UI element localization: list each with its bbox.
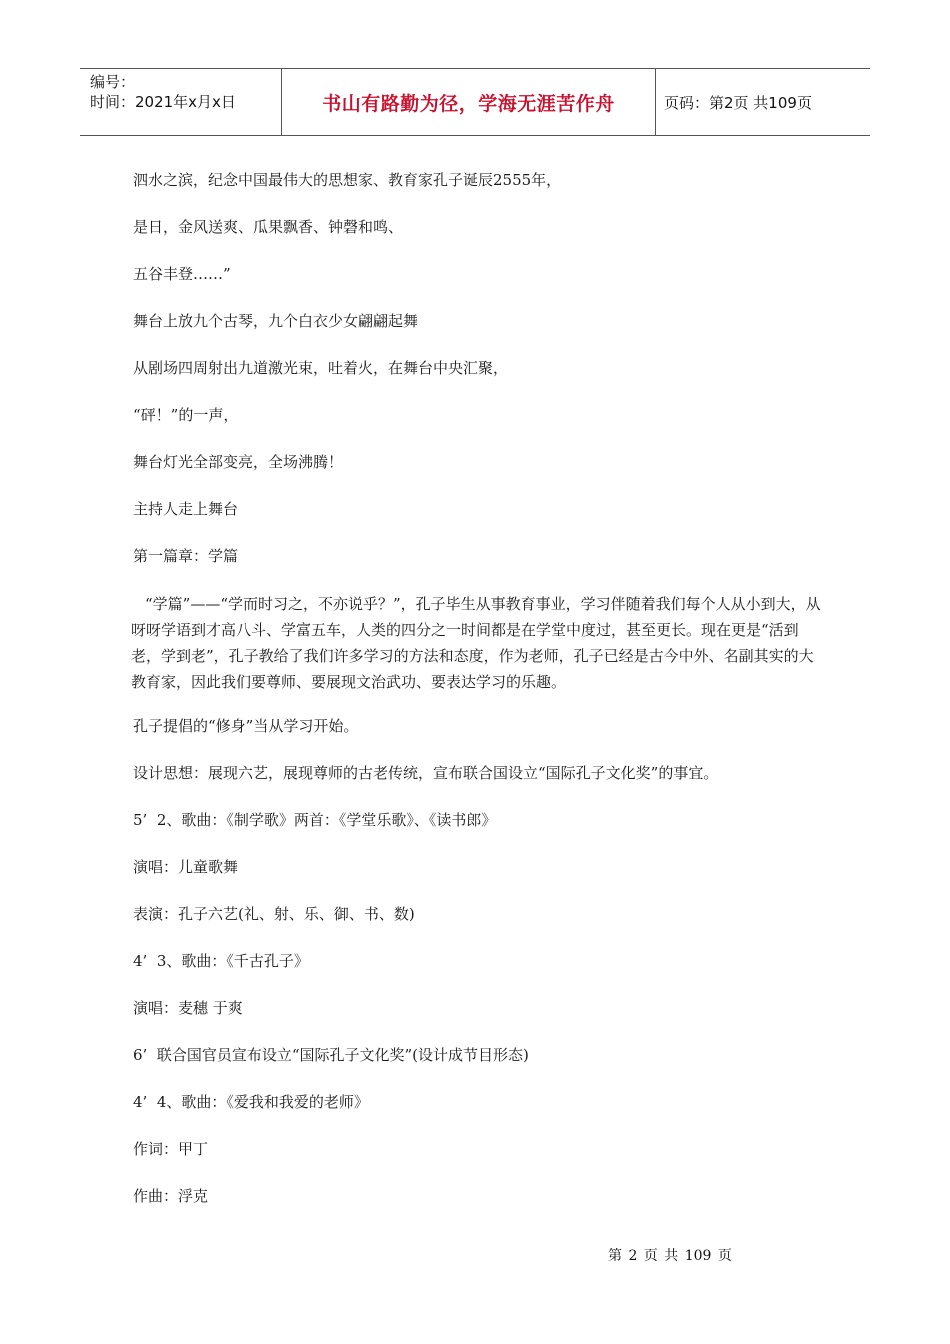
- paragraph: 主持人走上舞台: [133, 500, 239, 518]
- paragraph: 五谷丰登……”: [133, 265, 231, 283]
- footer-page-number: 第 2 页 共 109 页: [608, 1248, 732, 1264]
- header-page-info: 页码：第2页 共109页: [664, 93, 812, 112]
- paragraph: “砰！”的一声，: [133, 406, 239, 424]
- paragraph: 设计思想：展现六艺，展现尊师的古老传统，宣布联合国设立“国际孔子文化奖”的事宜。: [133, 764, 719, 782]
- paragraph: 作词：甲丁: [133, 1140, 209, 1158]
- program-item: 4’ 3、歌曲：《千古孔子》: [133, 952, 309, 970]
- document-date: 时间：2021年x月x日: [90, 93, 236, 111]
- paragraph: 从剧场四周射出九道激光束，吐着火，在舞台中央汇聚，: [133, 359, 509, 377]
- header-page-cell: [656, 69, 870, 135]
- program-item: 4’ 4、歌曲：《爱我和我爱的老师》: [133, 1093, 369, 1111]
- paragraph: 舞台上放九个古琴，九个白衣少女翩翩起舞: [133, 312, 419, 330]
- paragraph: 演唱：儿童歌舞: [133, 858, 239, 876]
- page-header: [80, 68, 870, 136]
- program-item: 5’ 2、歌曲：《制学歌》两首：《学堂乐歌》、《读书郎》: [133, 811, 497, 829]
- paragraph: 泗水之滨，纪念中国最伟大的思想家、教育家孔子诞辰2555年，: [133, 171, 562, 189]
- paragraph: 舞台灯光全部变亮，全场沸腾！: [133, 453, 344, 471]
- document-number: 编号：: [90, 73, 136, 91]
- program-item: 6’ 联合国官员宣布设立“国际孔子文化奖”(设计成节目形态): [133, 1046, 529, 1064]
- page-footer: [608, 1245, 732, 1265]
- paragraph: 表演：孔子六艺(礼、射、乐、御、书、数): [133, 905, 415, 923]
- header-motto-cell: [282, 69, 656, 135]
- motto-text: 书山有路勤为径，学海无涯苦作舟: [322, 92, 615, 115]
- paragraph: 孔子提倡的“修身”当从学习开始。: [133, 717, 359, 735]
- paragraph: 是日，金风送爽、瓜果飘香、钟磬和鸣、: [133, 218, 404, 236]
- paragraph-long: “学篇”——“学而时习之，不亦说乎？”，孔子毕生从事教育事业，学习伴随着我们每个人从小到大，从呀呀学语到才高八斗、学富五车，人类的四分之一时间都是在学堂中度过，甚至更长。现在更是“活到老，学到老”，孔子教给了我们许多学习的方法和态度，作为老师，孔子已经是古今中外、名副其实的大教育家，因此我们要尊师、要展现文治武功、要表达学习的乐趣。: [131, 595, 821, 691]
- paragraph: 演唱：麦穗 于爽: [133, 999, 243, 1017]
- paragraph: 作曲：浮克: [133, 1187, 209, 1205]
- section-heading: 第一篇章：学篇: [133, 547, 239, 565]
- header-meta-cell: [80, 69, 282, 135]
